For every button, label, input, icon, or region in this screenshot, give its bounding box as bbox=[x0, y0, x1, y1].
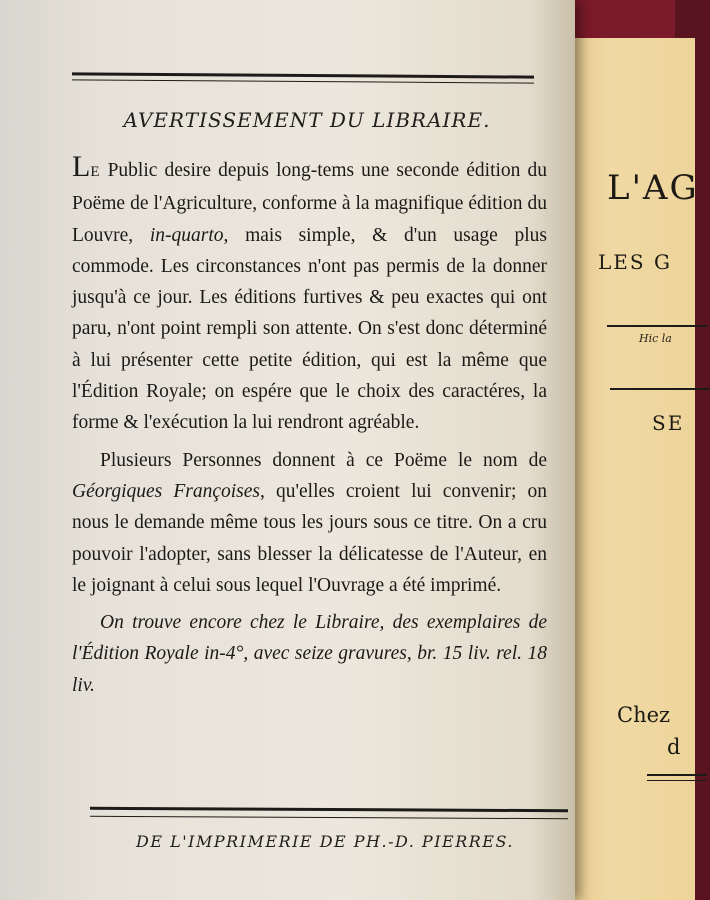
right-page-rule bbox=[607, 325, 707, 327]
right-page-rule bbox=[610, 388, 710, 390]
right-page bbox=[555, 38, 699, 900]
right-page-rule bbox=[647, 774, 707, 776]
right-page-epigraph: Hic la bbox=[639, 332, 672, 345]
page-heading: AVERTISSEMENT DU LIBRAIRE. bbox=[123, 108, 491, 132]
drop-cap: L bbox=[72, 150, 91, 183]
right-page-imprint-line2: d bbox=[667, 735, 681, 759]
small-caps: E bbox=[90, 164, 101, 180]
right-page-section: SE bbox=[652, 411, 685, 435]
header-rule-thin bbox=[72, 79, 534, 83]
paragraph-3-note: On trouve encore chez le Libraire, des exemplaires de l'Édition Royale in-4°, avec seize gravures, br. 15 liv. rel. 18 liv. bbox=[72, 612, 547, 696]
right-page-subtitle: LES G bbox=[598, 250, 672, 274]
right-page-title: L'AG bbox=[607, 168, 699, 208]
right-page-imprint: Chez bbox=[617, 703, 671, 727]
main-text bbox=[72, 150, 547, 701]
italic-phrase: Géorgiques Françoises bbox=[72, 480, 261, 502]
header-rule-thick bbox=[72, 72, 534, 78]
italic-phrase: in-quarto bbox=[149, 224, 224, 246]
footer-rule-thick bbox=[90, 807, 568, 813]
imprint-footer: DE L'IMPRIMERIE DE PH.-D. PIERRES. bbox=[136, 832, 514, 851]
footer-rule-thin bbox=[90, 816, 568, 820]
right-page-rule bbox=[647, 780, 707, 781]
paragraph-2: Plusieurs Personnes donnent à ce Poëme le nom de Géorgiques Françoises, qu'elles croient lui convenir; on nous le demande même tous les jours sous ce titre. On a cru pouvoir l'adopter, sans blesser la délicatesse de l'Auteur, en le joignant à celui sous lequel l'Ouvrage a été imprimé. bbox=[72, 449, 547, 596]
paragraph-1: LE Public desire depuis long-tems une seconde édition du Poëme de l'Agriculture, conforme à la magnifique édition du Louvre, in-quarto, mais simple, & d'un usage plus commode. Les circonstances n'ont pas permis de la donner jusqu'à ce jour. Les éditions furtives & peu exactes qui ont paru, n'ont point rempli son attente. On s'est donc déterminé à lui présenter cette petite édition, qui est la même que l'Édition Royale; on espére que le choix des caractéres, la forme & l'exécution la lui rendront agréable. bbox=[72, 150, 547, 434]
